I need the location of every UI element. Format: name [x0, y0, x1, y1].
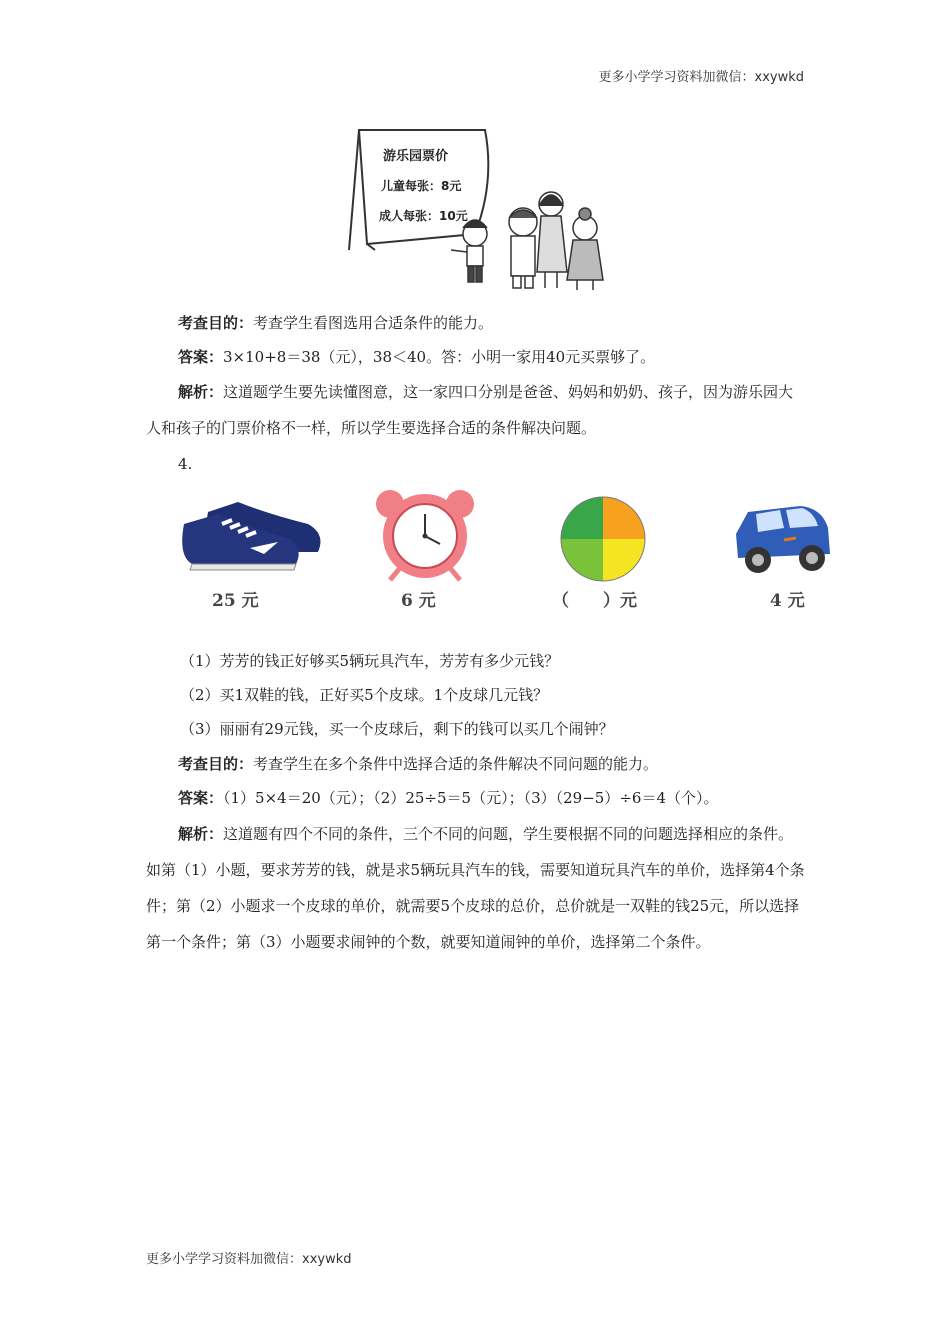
question-2: （2）买1双鞋的钱，正好买5个皮球。1个皮球几元钱？: [180, 686, 549, 704]
shoes-image: [178, 494, 328, 574]
p4-answer-text: （1）5×4＝20（元）；（2）25÷5＝5（元）；（3）（29−5）÷6＝4（个）。: [223, 789, 719, 807]
p4-analysis: [146, 816, 806, 960]
p4-answer: [146, 780, 806, 816]
p3-answer-text: 3×10+8＝38（元），38＜40。答：小明一家用40元买票够了。: [223, 348, 656, 366]
p3-answer: [146, 339, 806, 375]
p3-analysis-label: 解析：: [178, 383, 224, 401]
question-1: （1）芳芳的钱正好够买5辆玩具汽车，芳芳有多少元钱？: [180, 652, 560, 670]
p3-objective-label: 考查目的：: [178, 314, 254, 332]
p4-analysis-label: 解析：: [178, 825, 224, 843]
price-shoes: 25 元: [212, 591, 259, 611]
mother-figure: [537, 192, 567, 288]
p4-objective-label: 考查目的：: [178, 755, 254, 773]
grandmother-figure: [567, 208, 603, 290]
sign-adult-price: 成人每张：10元: [379, 209, 468, 223]
p3-analysis: [146, 374, 806, 446]
p3-analysis-text: 这道题学生要先读懂图意，这一家四口分别是爸爸、妈妈和奶奶、孩子，因为游乐园大人和孩子的门票价格不一样，所以学生要选择合适的条件解决问题。: [146, 383, 794, 437]
footer-note: 更多小学学习资料加微信：xxywkd: [146, 1252, 352, 1267]
father-figure: [509, 208, 537, 288]
toy-car-image: [734, 498, 834, 580]
question-3: （3）丽丽有29元钱，买一个皮球后，剩下的钱可以买几个闹钟？: [180, 720, 614, 738]
ball-image: [558, 494, 648, 584]
p4-answer-label: 答案：: [178, 789, 224, 807]
price-ball: （ ）元: [552, 591, 637, 611]
problem4-number: 4.: [178, 455, 193, 473]
ticket-sign-illustration: [345, 122, 610, 292]
p4-objective: [146, 746, 806, 782]
p3-answer-label: 答案：: [178, 348, 224, 366]
sign-child-price: 儿童每张：8元: [381, 179, 462, 193]
header-note: 更多小学学习资料加微信：xxywkd: [598, 70, 804, 85]
p4-objective-text: 考查学生在多个条件中选择合适的条件解决不同问题的能力。: [253, 755, 659, 773]
price-toy-car: 4 元: [770, 591, 805, 611]
p3-objective-text: 考查学生看图选用合适条件的能力。: [253, 314, 494, 332]
alarm-clock-image: [370, 484, 480, 584]
p3-objective: [146, 305, 806, 341]
price-alarm-clock: 6 元: [401, 591, 436, 611]
p4-analysis-text: 这道题有四个不同的条件，三个不同的问题，学生要根据不同的问题选择相应的条件。如第（1）小题，要求芳芳的钱，就是求5辆玩具汽车的钱，需要知道玩具汽车的单价，选择第4个条件；第（2）小题求一个皮球的单价，就需要5个皮球的总价，总价就是一双鞋的钱25元，所以选择第一个条件；第（3）小题要求闹钟的个数，就要知道闹钟的单价，选择第二个条件。: [146, 825, 805, 951]
sign-title: 游乐园票价: [383, 149, 449, 164]
